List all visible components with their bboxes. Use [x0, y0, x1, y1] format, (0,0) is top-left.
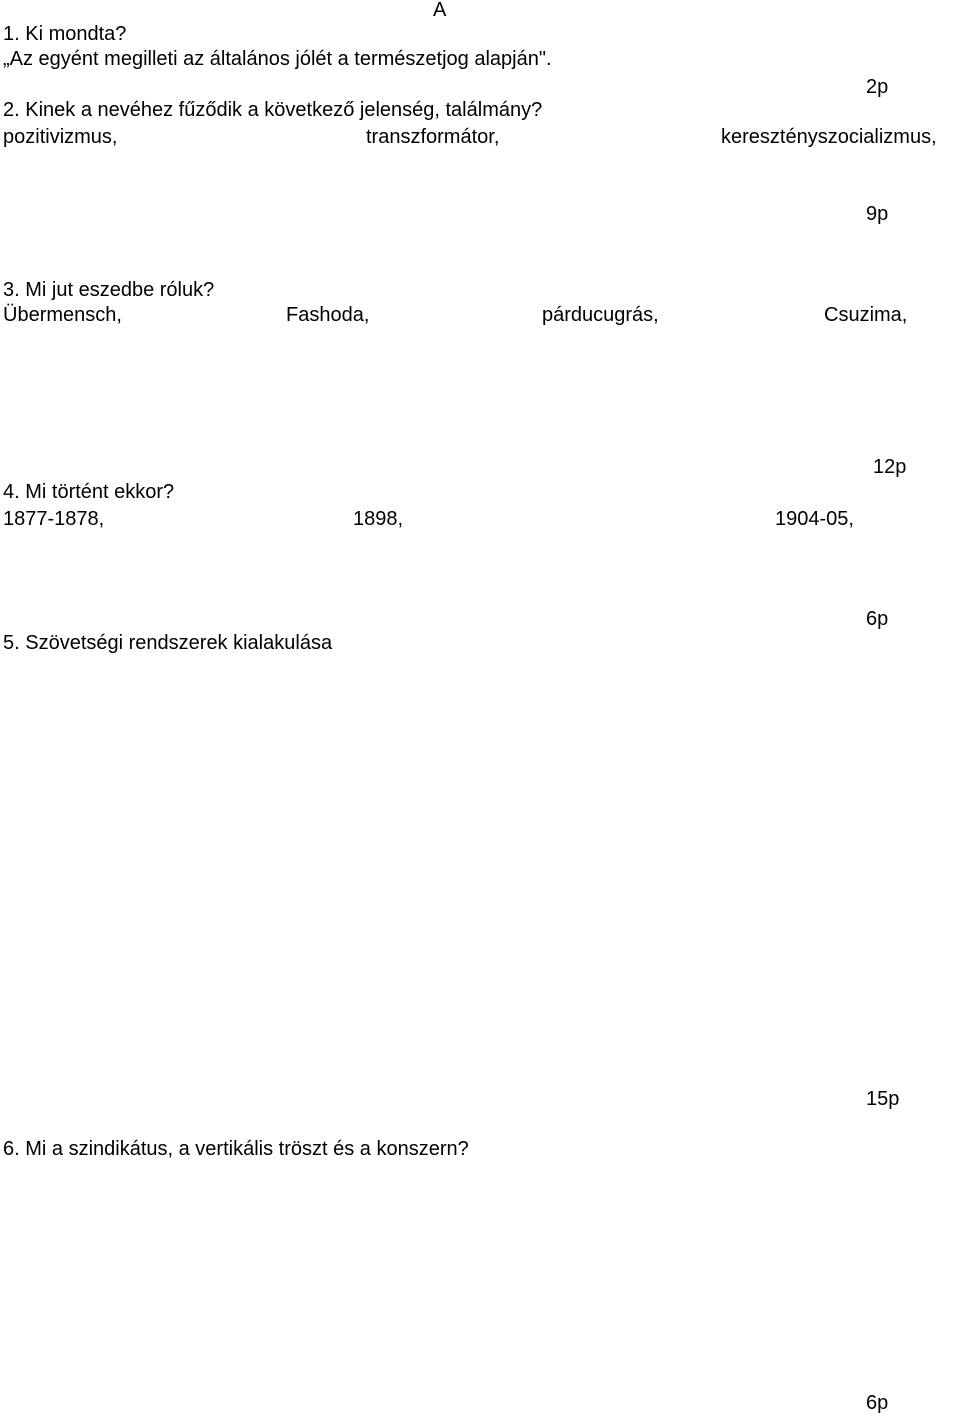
question-3-item: Csuzima,	[824, 304, 908, 326]
question-1-title: 1. Ki mondta?	[3, 23, 127, 45]
question-4-item: 1898,	[353, 508, 404, 530]
question-4-item: 1904-05,	[775, 508, 854, 530]
question-2-title: 2. Kinek a nevéhez fűződik a következő jelenség, találmány?	[3, 99, 543, 121]
question-5-title: 5. Szövetségi rendszerek kialakulása	[3, 632, 333, 654]
question-2-item: pozitivizmus,	[3, 126, 118, 148]
question-3-item: párducugrás,	[542, 304, 659, 326]
question-6-title: 6. Mi a szindikátus, a vertikális tröszt és a konszern?	[3, 1138, 469, 1160]
question-6-points: 6p	[866, 1392, 889, 1414]
question-4-points: 6p	[866, 608, 889, 630]
question-2-points: 9p	[866, 203, 889, 225]
question-3-points: 12p	[873, 456, 907, 478]
question-3-item: Übermensch,	[3, 304, 122, 326]
question-5-points: 15p	[866, 1088, 900, 1110]
question-1-quote: „Az egyént megilleti az általános jólét a természetjog alapján".	[3, 48, 552, 70]
question-3-title: 3. Mi jut eszedbe róluk?	[3, 279, 215, 301]
question-3-item: Fashoda,	[286, 304, 370, 326]
question-2-item: transzformátor,	[366, 126, 500, 148]
question-2-item: keresztényszocializmus,	[721, 126, 937, 148]
variant-label: A	[433, 0, 447, 21]
question-4-title: 4. Mi történt ekkor?	[3, 481, 175, 503]
question-4-item: 1877-1878,	[3, 508, 105, 530]
question-1-points: 2p	[866, 76, 889, 98]
